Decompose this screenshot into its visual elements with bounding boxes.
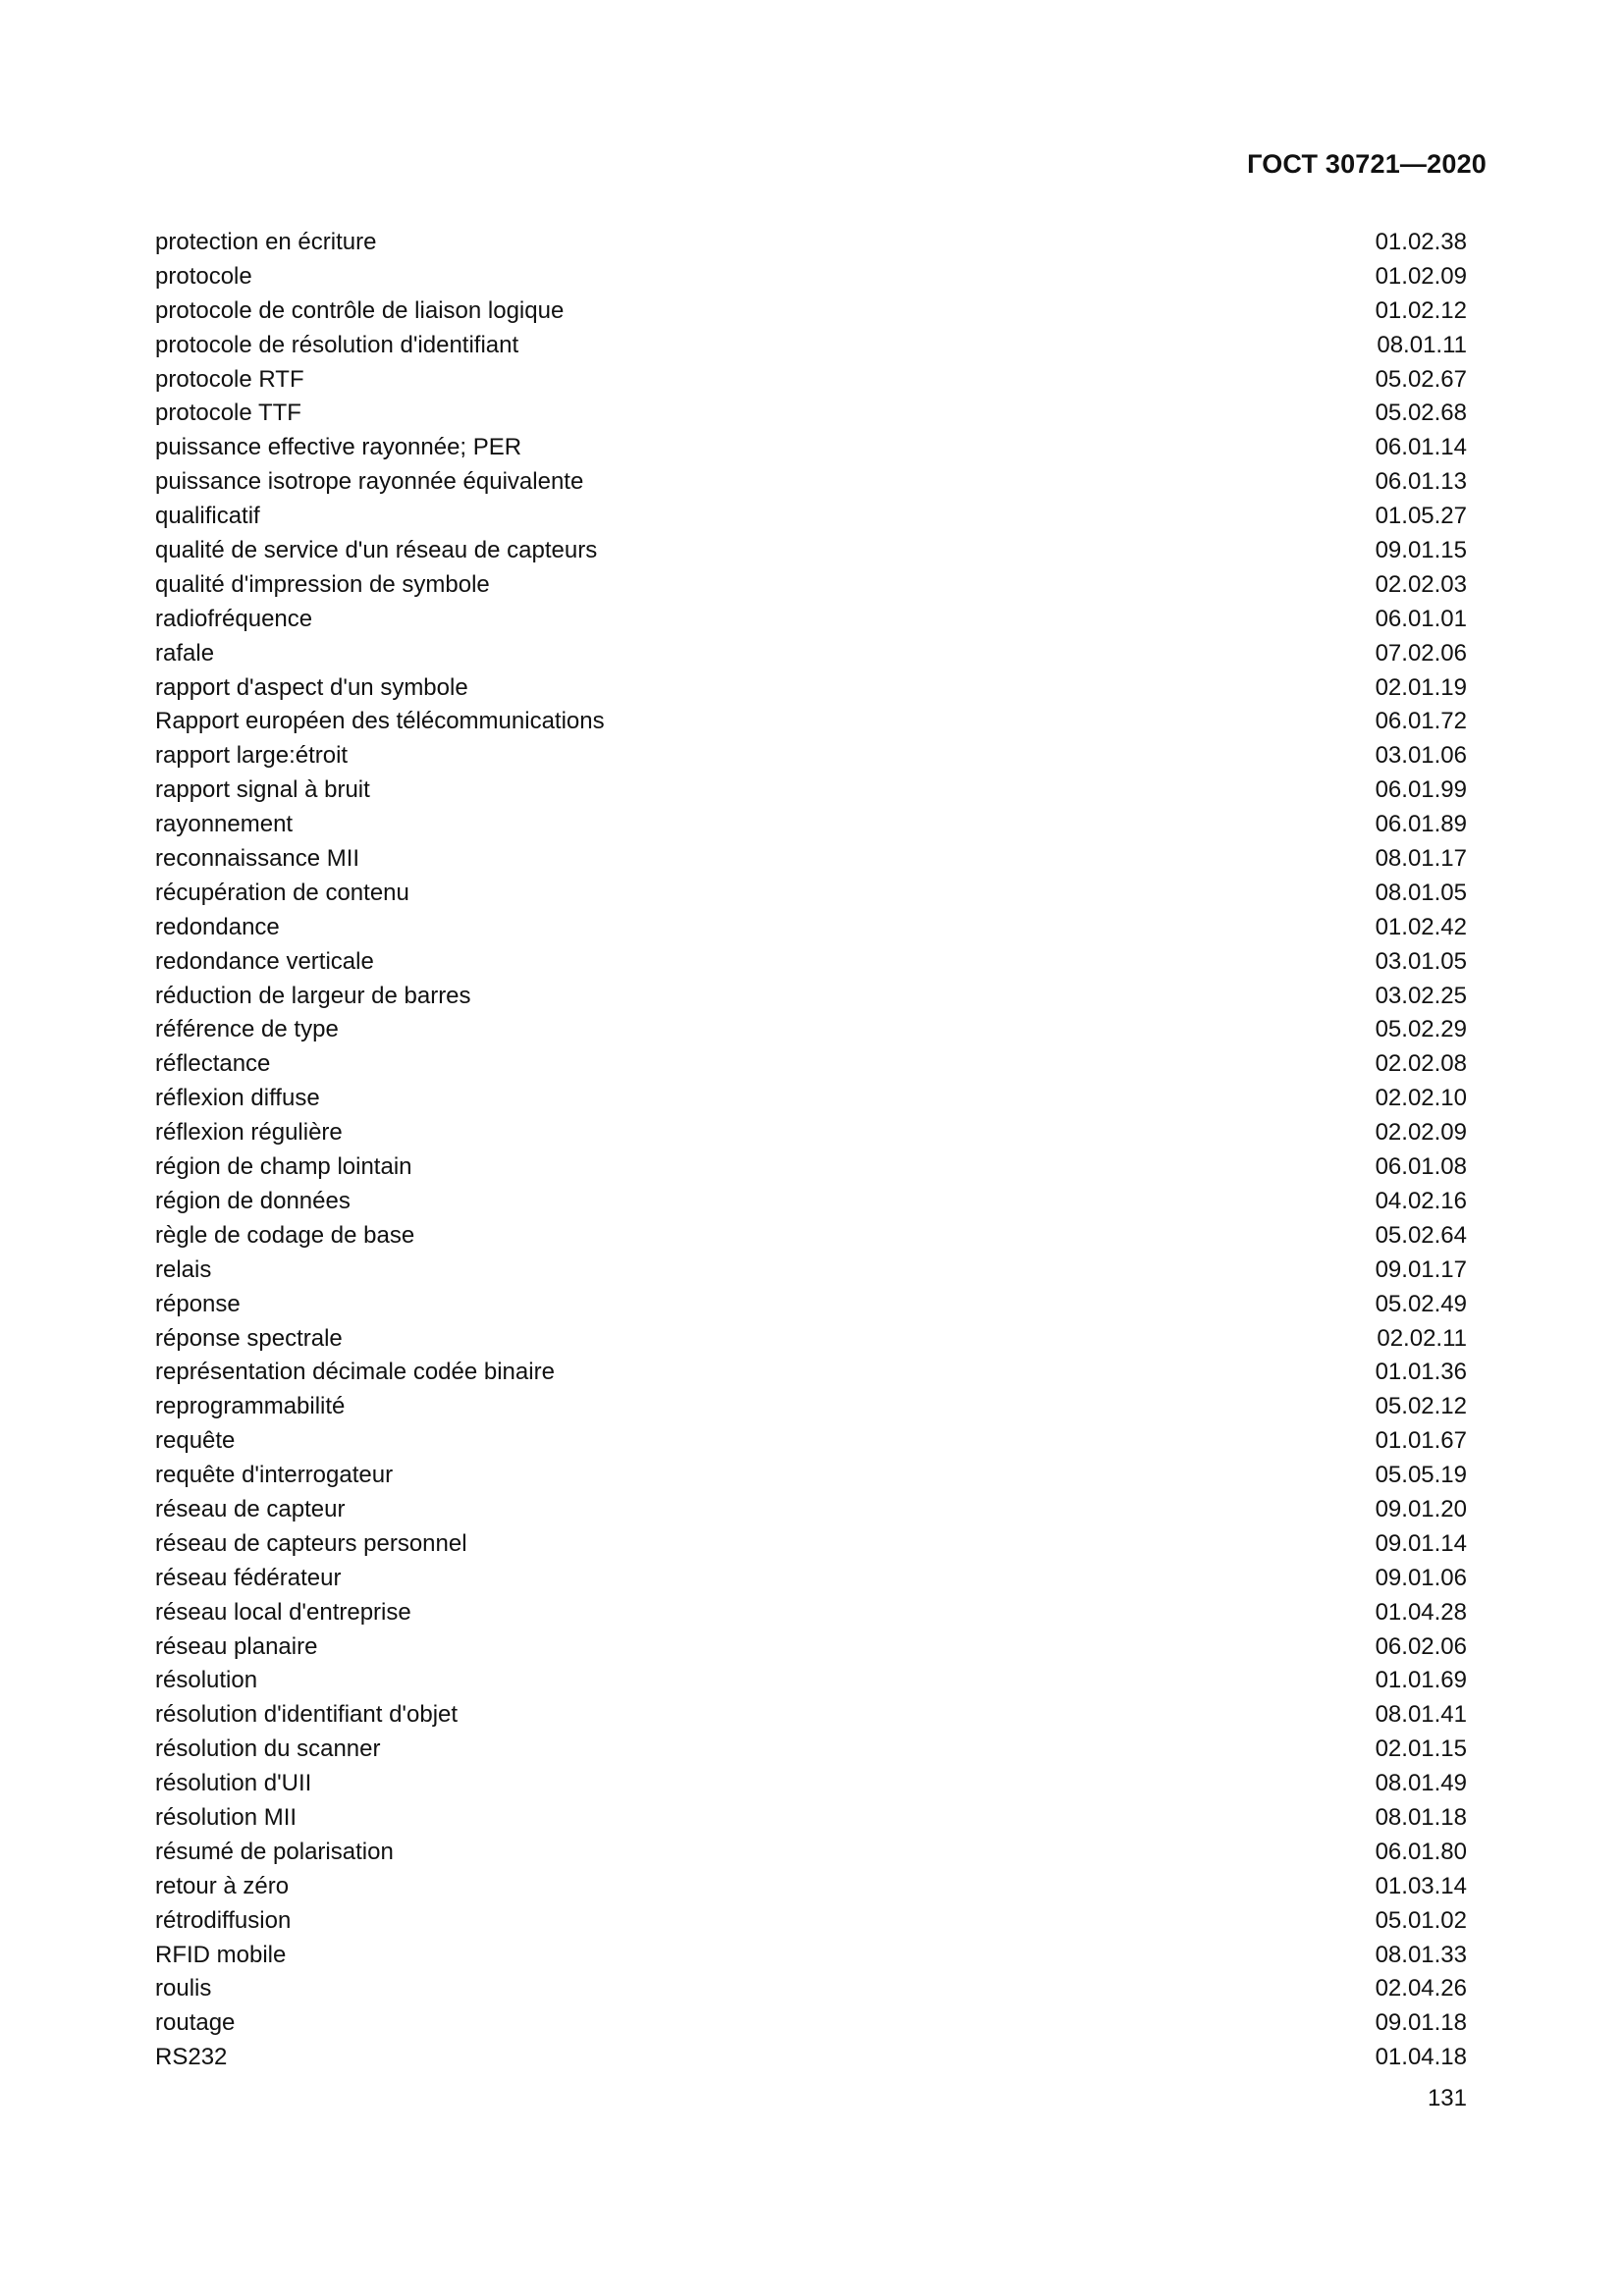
index-code: 07.02.06 <box>1375 639 1467 667</box>
index-entry <box>155 1322 1467 1357</box>
index-entry <box>155 1596 1467 1630</box>
index-entry <box>155 1390 1467 1424</box>
index-term: RFID mobile <box>155 1941 287 1968</box>
index-term: rétrodiffusion <box>155 1906 292 1934</box>
index-code: 03.01.06 <box>1375 742 1467 770</box>
index-code: 01.02.38 <box>1375 229 1467 255</box>
index-code: 03.02.25 <box>1375 982 1467 1009</box>
index-code: 02.02.08 <box>1375 1050 1467 1078</box>
index-term: représentation décimale codée binaire <box>155 1359 555 1386</box>
index-code: 05.01.02 <box>1375 1906 1467 1934</box>
index-term: routage <box>155 2009 236 2037</box>
index-term: réponse <box>155 1290 241 1317</box>
index-code: 01.02.09 <box>1375 262 1467 290</box>
index-code: 09.01.20 <box>1375 1495 1467 1522</box>
index-term: requête d'interrogateur <box>155 1462 394 1489</box>
index-code: 02.02.10 <box>1375 1085 1467 1112</box>
index-term: requête <box>155 1427 236 1455</box>
index-code: 06.01.80 <box>1375 1838 1467 1865</box>
index-entry <box>155 1288 1467 1322</box>
index-term: réponse spectrale <box>155 1324 343 1352</box>
index-code: 08.01.33 <box>1375 1941 1467 1968</box>
index-term: protocole TTF <box>155 400 301 427</box>
index-entry <box>155 397 1467 431</box>
index-code: 01.04.18 <box>1375 2044 1467 2071</box>
index-entry <box>155 2041 1467 2075</box>
index-term: Rapport européen des télécommunications <box>155 708 605 735</box>
index-term: réflexion diffuse <box>155 1085 320 1112</box>
index-term: récupération de contenu <box>155 879 409 906</box>
index-code: 08.01.11 <box>1377 331 1467 358</box>
index-term: roulis <box>155 1975 212 2002</box>
page-number: 131 <box>1427 2085 1467 2111</box>
index-term: reconnaissance MII <box>155 845 360 873</box>
index-term: résolution du scanner <box>155 1735 381 1763</box>
index-entry <box>155 1150 1467 1185</box>
index-term: rapport d'aspect d'un symbole <box>155 673 468 701</box>
index-entry <box>155 911 1467 945</box>
index-entry <box>155 1801 1467 1836</box>
index-term: redondance <box>155 913 280 940</box>
index-entry <box>155 774 1467 808</box>
index-entry <box>155 1493 1467 1527</box>
index-code: 02.01.15 <box>1375 1735 1467 1763</box>
index-code: 08.01.17 <box>1375 845 1467 873</box>
index-entry <box>155 1459 1467 1493</box>
index-code: 02.02.11 <box>1377 1324 1467 1352</box>
index-term: réseau de capteur <box>155 1495 346 1522</box>
index-code: 06.01.08 <box>1375 1153 1467 1181</box>
document-header: ГОСТ 30721—2020 <box>1247 149 1487 179</box>
index-code: 06.01.14 <box>1375 434 1467 461</box>
index-entry <box>155 500 1467 534</box>
index-entry <box>155 1047 1467 1082</box>
index-entry <box>155 637 1467 671</box>
index-entry <box>155 568 1467 603</box>
index-term: puissance isotrope rayonnée équivalente <box>155 468 584 496</box>
index-code: 05.02.68 <box>1375 400 1467 427</box>
index-term: réduction de largeur de barres <box>155 982 471 1009</box>
index-term: rapport large:étroit <box>155 742 349 770</box>
index-entry <box>155 877 1467 911</box>
index-term: réseau de capteurs personnel <box>155 1529 467 1557</box>
index-term: réseau planaire <box>155 1632 318 1660</box>
index-code: 01.01.36 <box>1375 1359 1467 1386</box>
index-term: qualité d'impression de symbole <box>155 570 490 598</box>
index-code: 04.02.16 <box>1375 1187 1467 1214</box>
index-entry <box>155 1219 1467 1254</box>
index-entry <box>155 260 1467 294</box>
index-code: 01.05.27 <box>1375 503 1467 530</box>
index-entry <box>155 329 1467 363</box>
index-term: protocole de contrôle de liaison logique <box>155 296 565 324</box>
index-entry <box>155 842 1467 877</box>
index-entry <box>155 1527 1467 1562</box>
index-entry <box>155 1904 1467 1939</box>
index-code: 03.01.05 <box>1375 947 1467 975</box>
index-code: 01.01.69 <box>1375 1667 1467 1694</box>
index-term: résolution <box>155 1667 258 1694</box>
index-term: redondance verticale <box>155 947 374 975</box>
index-code: 05.02.29 <box>1375 1016 1467 1043</box>
index-term: RS232 <box>155 2044 228 2071</box>
index-entry <box>155 603 1467 637</box>
index-entry <box>155 465 1467 500</box>
index-entry <box>155 1972 1467 2006</box>
index-entry <box>155 1116 1467 1150</box>
index-term: rapport signal à bruit <box>155 776 370 804</box>
index-code: 06.01.89 <box>1375 811 1467 838</box>
index-entry <box>155 1939 1467 1973</box>
index-entry <box>155 1013 1467 1047</box>
index-entry <box>155 739 1467 774</box>
index-entry <box>155 1698 1467 1733</box>
index-entry <box>155 1767 1467 1801</box>
index-term: protection en écriture <box>155 229 377 255</box>
index-term: résolution MII <box>155 1803 298 1831</box>
index-code: 08.01.18 <box>1375 1803 1467 1831</box>
index-term: région de champ lointain <box>155 1153 412 1181</box>
index-term: qualité de service d'un réseau de capteurs <box>155 537 598 564</box>
index-term: rafale <box>155 639 215 667</box>
index-entry <box>155 1356 1467 1390</box>
index-entry <box>155 705 1467 739</box>
index-code: 09.01.14 <box>1375 1529 1467 1557</box>
index-term: retour à zéro <box>155 1872 290 1899</box>
index-code: 02.02.03 <box>1375 570 1467 598</box>
index-term: référence de type <box>155 1016 339 1043</box>
index-entry <box>155 1562 1467 1596</box>
index-code: 08.01.05 <box>1375 879 1467 906</box>
index-code: 02.04.26 <box>1375 1975 1467 2002</box>
index-entry <box>155 1082 1467 1116</box>
index-term: réflexion régulière <box>155 1119 343 1147</box>
index-code: 05.02.67 <box>1375 365 1467 393</box>
index-entry <box>155 945 1467 980</box>
index-code: 08.01.49 <box>1375 1770 1467 1797</box>
index-code: 06.01.13 <box>1375 468 1467 496</box>
index-term: réseau fédérateur <box>155 1564 342 1591</box>
index-code: 02.01.19 <box>1375 673 1467 701</box>
index-code: 06.01.99 <box>1375 776 1467 804</box>
index-code: 09.01.06 <box>1375 1564 1467 1591</box>
index-code: 06.01.01 <box>1375 605 1467 632</box>
index-entry <box>155 534 1467 568</box>
index-term: réflectance <box>155 1050 271 1078</box>
index-entry <box>155 1254 1467 1288</box>
index-code: 01.02.42 <box>1375 913 1467 940</box>
index-term: résumé de polarisation <box>155 1838 394 1865</box>
index-entry <box>155 1185 1467 1219</box>
index-code: 01.01.67 <box>1375 1427 1467 1455</box>
index-code: 06.01.72 <box>1375 708 1467 735</box>
index-code: 01.04.28 <box>1375 1598 1467 1626</box>
index-code: 02.02.09 <box>1375 1119 1467 1147</box>
index-entry <box>155 1836 1467 1870</box>
index-entry <box>155 1870 1467 1904</box>
index-code: 05.02.12 <box>1375 1393 1467 1420</box>
index-term: radiofréquence <box>155 605 313 632</box>
index-term: protocole de résolution d'identifiant <box>155 331 519 358</box>
index-term: résolution d'UII <box>155 1770 312 1797</box>
index-entry <box>155 808 1467 842</box>
index-entry <box>155 1424 1467 1459</box>
index-code: 05.05.19 <box>1375 1462 1467 1489</box>
index-code: 06.02.06 <box>1375 1632 1467 1660</box>
index-term: puissance effective rayonnée; PER <box>155 434 522 461</box>
index-term: reprogrammabilité <box>155 1393 346 1420</box>
index-entry <box>155 1733 1467 1767</box>
index-term: réseau local d'entreprise <box>155 1598 411 1626</box>
index-term: région de données <box>155 1187 351 1214</box>
index-entry <box>155 226 1467 260</box>
index-entry <box>155 294 1467 329</box>
index-term: protocole <box>155 262 252 290</box>
index-term: relais <box>155 1255 212 1283</box>
term-index-list <box>155 226 1467 2075</box>
index-term: résolution d'identifiant d'objet <box>155 1701 459 1729</box>
index-code: 09.01.17 <box>1375 1255 1467 1283</box>
index-entry <box>155 1664 1467 1698</box>
index-entry <box>155 363 1467 398</box>
index-code: 09.01.15 <box>1375 537 1467 564</box>
index-entry <box>155 671 1467 706</box>
index-code: 01.03.14 <box>1375 1872 1467 1899</box>
index-entry <box>155 2006 1467 2041</box>
index-term: règle de codage de base <box>155 1221 415 1249</box>
index-term: qualificatif <box>155 503 260 530</box>
index-code: 08.01.41 <box>1375 1701 1467 1729</box>
index-code: 01.02.12 <box>1375 296 1467 324</box>
index-code: 05.02.64 <box>1375 1221 1467 1249</box>
index-entry <box>155 1630 1467 1665</box>
index-term: protocole RTF <box>155 365 304 393</box>
index-code: 05.02.49 <box>1375 1290 1467 1317</box>
index-code: 09.01.18 <box>1375 2009 1467 2037</box>
index-term: rayonnement <box>155 811 294 838</box>
index-entry <box>155 980 1467 1014</box>
index-entry <box>155 431 1467 465</box>
